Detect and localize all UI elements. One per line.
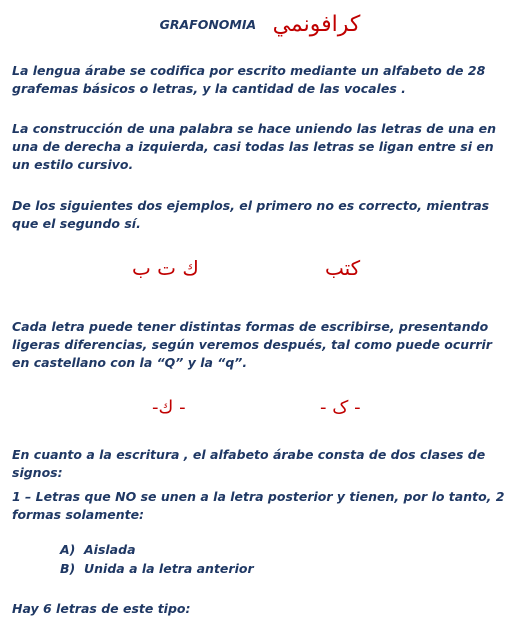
- paragraph-word-construction: La construcción de una palabra se hace uniendo las letras de una en una de derecha a izquierda, casi todas las letras se ligan entre si en un estilo cursivo.: [12, 121, 497, 172]
- list-text: Unida a la letra anterior: [84, 561, 254, 576]
- paragraph-alphabet: La lengua árabe se codifica por escrito mediante un alfabeto de 28 grafemas básicos o letras, y la cantidad de las vocales .: [12, 63, 486, 96]
- list-marker: A): [60, 542, 76, 557]
- page-title-arabic: كرافونمي: [272, 12, 361, 37]
- paragraph-examples: De los siguientes dos ejemplos, el primero no es correcto, mientras que el segundo sí.: [12, 198, 490, 231]
- example-incorrect: ك ت ب: [132, 256, 199, 280]
- list-item: [60, 561, 254, 576]
- example-correct: كتب: [325, 256, 361, 280]
- page-title: GRAFONOMIA: [159, 17, 257, 32]
- list-item: [60, 542, 136, 557]
- paragraph-letter-forms: Cada letra puede tener distintas formas de escribirse, presentando ligeras diferencias, según veremos después, tal como puede ocurrir en castellano con la “Q” y la “q”.: [12, 319, 492, 370]
- list-marker: B): [60, 561, 76, 576]
- title-row: [0, 12, 520, 37]
- letter-form-left: -ك -: [152, 397, 186, 418]
- paragraph-non-joining-letters: 1 – Letras que NO se unen a la letra posterior y tienen, por lo tanto, 2 formas solamente:: [12, 489, 505, 522]
- list-text: Aislada: [84, 542, 136, 557]
- letter-form-right: - ک -: [320, 397, 361, 418]
- paragraph-sign-classes: En cuanto a la escritura , el alfabeto árabe consta de dos clases de signos:: [12, 447, 486, 480]
- paragraph-letter-count: Hay 6 letras de este tipo:: [12, 601, 191, 616]
